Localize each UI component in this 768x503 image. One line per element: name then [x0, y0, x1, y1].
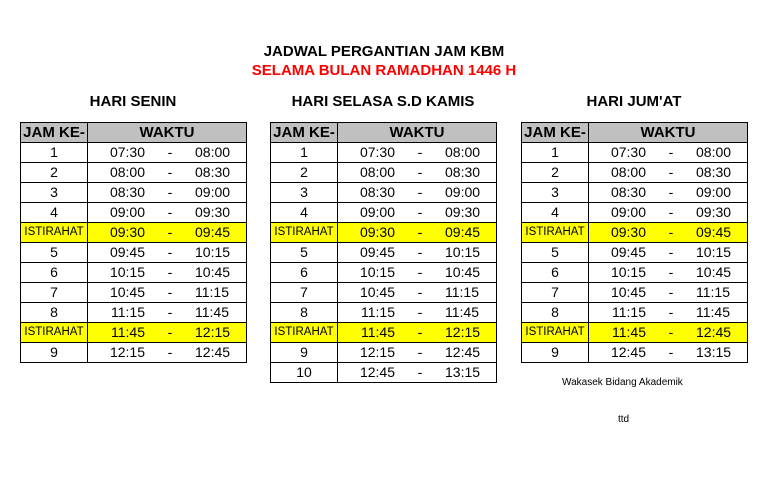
time-separator: - — [167, 244, 173, 260]
table-row — [522, 263, 748, 283]
waktu-cell — [338, 343, 497, 363]
end-time: 09:00 — [195, 184, 231, 200]
start-time: 12:45 — [359, 364, 395, 380]
end-time: 10:15 — [195, 244, 231, 260]
document-subtitle: SELAMA BULAN RAMADHAN 1446 H — [251, 62, 517, 79]
jam-cell: 4 — [21, 203, 88, 223]
end-time: 08:30 — [696, 164, 732, 180]
table-row — [522, 203, 748, 223]
jam-cell: 3 — [21, 183, 88, 203]
start-time: 11:15 — [111, 304, 145, 320]
time-separator: - — [417, 144, 423, 160]
time-separator: - — [167, 284, 173, 300]
start-time: 09:45 — [359, 244, 395, 260]
end-time: 08:00 — [696, 144, 732, 160]
table-row — [271, 243, 497, 263]
end-time: 09:30 — [696, 204, 732, 220]
start-time: 08:00 — [359, 164, 395, 180]
waktu-cell — [589, 183, 748, 203]
jam-cell: 5 — [522, 243, 589, 263]
table-row — [522, 343, 748, 363]
table-row — [271, 343, 497, 363]
table-row — [522, 243, 748, 263]
end-time: 11:15 — [195, 284, 229, 300]
waktu-cell — [589, 243, 748, 263]
start-time: 10:15 — [109, 264, 145, 280]
waktu-cell — [88, 223, 247, 243]
start-time: 11:45 — [111, 324, 145, 340]
end-time: 08:00 — [195, 144, 231, 160]
document-title: JADWAL PERGANTIAN JAM KBM — [263, 43, 505, 60]
waktu-cell — [589, 303, 748, 323]
time-separator: - — [167, 304, 173, 320]
waktu-cell — [338, 363, 497, 383]
break-row — [21, 323, 247, 343]
time-separator: - — [668, 204, 674, 220]
table-row — [271, 263, 497, 283]
start-time: 07:30 — [359, 144, 395, 160]
jam-cell: ISTIRAHAT — [271, 323, 338, 343]
waktu-cell — [88, 163, 247, 183]
jam-cell: 1 — [522, 143, 589, 163]
time-separator: - — [668, 304, 674, 320]
start-time: 09:45 — [109, 244, 145, 260]
jam-cell: 8 — [522, 303, 589, 323]
jam-cell: ISTIRAHAT — [522, 323, 589, 343]
time-separator: - — [417, 164, 423, 180]
start-time: 10:45 — [359, 284, 395, 300]
start-time: 09:30 — [109, 224, 145, 240]
column-header-jam: JAM KE- — [522, 123, 589, 143]
table-row — [21, 263, 247, 283]
end-time: 10:15 — [445, 244, 481, 260]
start-time: 12:15 — [359, 344, 395, 360]
break-row — [522, 323, 748, 343]
signature-role: Wakasek Bidang Akademik — [562, 377, 683, 388]
column-header-waktu: WAKTU — [589, 123, 748, 143]
end-time: 10:45 — [696, 264, 732, 280]
start-time: 12:15 — [109, 344, 145, 360]
break-row — [21, 223, 247, 243]
time-separator: - — [668, 144, 674, 160]
end-time: 09:45 — [195, 224, 231, 240]
time-separator: - — [668, 244, 674, 260]
start-time: 09:45 — [610, 244, 646, 260]
jam-cell: 6 — [21, 263, 88, 283]
waktu-cell — [589, 163, 748, 183]
end-time: 12:45 — [696, 324, 732, 340]
jam-cell: 4 — [271, 203, 338, 223]
table-header-row — [271, 123, 497, 143]
waktu-cell — [88, 183, 247, 203]
jam-cell: ISTIRAHAT — [21, 323, 88, 343]
table-row — [271, 163, 497, 183]
time-separator: - — [417, 264, 423, 280]
start-time: 11:45 — [361, 324, 395, 340]
table-row — [271, 283, 497, 303]
waktu-cell — [338, 203, 497, 223]
table-row — [271, 303, 497, 323]
time-separator: - — [167, 204, 173, 220]
start-time: 11:45 — [612, 324, 646, 340]
start-time: 10:45 — [610, 284, 646, 300]
time-separator: - — [417, 204, 423, 220]
waktu-cell — [338, 243, 497, 263]
waktu-cell — [589, 223, 748, 243]
waktu-cell — [338, 223, 497, 243]
start-time: 12:45 — [610, 344, 646, 360]
signature-ttd: ttd — [618, 414, 630, 425]
waktu-cell — [88, 143, 247, 163]
start-time: 08:30 — [109, 184, 145, 200]
column-header-jam: JAM KE- — [21, 123, 88, 143]
table-header-row — [21, 123, 247, 143]
jam-cell: 5 — [271, 243, 338, 263]
table-row — [21, 183, 247, 203]
waktu-cell — [88, 343, 247, 363]
waktu-cell — [88, 203, 247, 223]
end-time: 10:45 — [195, 264, 231, 280]
end-time: 12:45 — [445, 344, 481, 360]
time-separator: - — [167, 144, 173, 160]
time-separator: - — [668, 284, 674, 300]
break-row — [271, 323, 497, 343]
time-separator: - — [167, 324, 173, 340]
jam-cell: 1 — [21, 143, 88, 163]
jam-cell: 5 — [21, 243, 88, 263]
time-separator: - — [167, 224, 173, 240]
time-separator: - — [417, 324, 423, 340]
jam-cell: 8 — [271, 303, 338, 323]
waktu-cell — [589, 343, 748, 363]
time-separator: - — [167, 184, 173, 200]
waktu-cell — [338, 323, 497, 343]
end-time: 12:15 — [195, 324, 231, 340]
waktu-cell — [88, 283, 247, 303]
table-row — [21, 203, 247, 223]
start-time: 08:00 — [109, 164, 145, 180]
waktu-cell — [88, 263, 247, 283]
time-separator: - — [668, 224, 674, 240]
schedule-table-jumat — [521, 122, 748, 363]
table-row — [21, 163, 247, 183]
end-time: 09:00 — [445, 184, 481, 200]
jam-cell: ISTIRAHAT — [21, 223, 88, 243]
start-time: 09:30 — [610, 224, 646, 240]
start-time: 10:15 — [610, 264, 646, 280]
end-time: 10:45 — [445, 264, 481, 280]
waktu-cell — [338, 263, 497, 283]
time-separator: - — [417, 304, 423, 320]
waktu-cell — [589, 263, 748, 283]
time-separator: - — [668, 344, 674, 360]
time-separator: - — [167, 164, 173, 180]
table-row — [21, 303, 247, 323]
waktu-cell — [589, 323, 748, 343]
time-separator: - — [668, 184, 674, 200]
time-separator: - — [167, 344, 173, 360]
waktu-cell — [589, 203, 748, 223]
jam-cell: 3 — [522, 183, 589, 203]
table-row — [522, 303, 748, 323]
waktu-cell — [338, 143, 497, 163]
table-row — [21, 343, 247, 363]
start-time: 10:45 — [109, 284, 145, 300]
start-time: 11:15 — [361, 304, 395, 320]
jam-cell: 3 — [271, 183, 338, 203]
jam-cell: 7 — [271, 283, 338, 303]
jam-cell: 6 — [522, 263, 589, 283]
time-separator: - — [668, 264, 674, 280]
table-row — [271, 203, 497, 223]
start-time: 07:30 — [109, 144, 145, 160]
column-header-jam: JAM KE- — [271, 123, 338, 143]
schedule-table-senin — [20, 122, 247, 363]
end-time: 11:15 — [445, 284, 479, 300]
end-time: 08:30 — [445, 164, 481, 180]
jam-cell: ISTIRAHAT — [271, 223, 338, 243]
start-time: 09:00 — [610, 204, 646, 220]
jam-cell: 9 — [522, 343, 589, 363]
day-heading-senin: HARI SENIN — [89, 93, 177, 110]
time-separator: - — [417, 364, 423, 380]
waktu-cell — [589, 283, 748, 303]
table-row — [522, 183, 748, 203]
jam-cell: 2 — [21, 163, 88, 183]
jam-cell: 4 — [522, 203, 589, 223]
start-time: 09:00 — [359, 204, 395, 220]
jam-cell: ISTIRAHAT — [522, 223, 589, 243]
waktu-cell — [88, 303, 247, 323]
break-row — [522, 223, 748, 243]
end-time: 11:45 — [195, 304, 229, 320]
end-time: 12:15 — [445, 324, 481, 340]
time-separator: - — [417, 244, 423, 260]
time-separator: - — [668, 324, 674, 340]
day-heading-selasa-kamis: HARI SELASA S.D KAMIS — [291, 93, 475, 110]
jam-cell: 10 — [271, 363, 338, 383]
end-time: 09:30 — [195, 204, 231, 220]
jam-cell: 9 — [21, 343, 88, 363]
end-time: 08:30 — [195, 164, 231, 180]
jam-cell: 6 — [271, 263, 338, 283]
jam-cell: 9 — [271, 343, 338, 363]
time-separator: - — [417, 184, 423, 200]
table-row — [21, 143, 247, 163]
jam-cell: 7 — [522, 283, 589, 303]
jam-cell: 7 — [21, 283, 88, 303]
start-time: 07:30 — [610, 144, 646, 160]
waktu-cell — [88, 323, 247, 343]
time-separator: - — [417, 344, 423, 360]
end-time: 11:15 — [696, 284, 730, 300]
end-time: 12:45 — [195, 344, 231, 360]
break-row — [271, 223, 497, 243]
start-time: 08:30 — [359, 184, 395, 200]
start-time: 08:00 — [610, 164, 646, 180]
table-row — [21, 243, 247, 263]
end-time: 10:15 — [696, 244, 732, 260]
table-row — [522, 163, 748, 183]
column-header-waktu: WAKTU — [338, 123, 497, 143]
jam-cell: 1 — [271, 143, 338, 163]
start-time: 10:15 — [359, 264, 395, 280]
waktu-cell — [88, 243, 247, 263]
start-time: 11:15 — [612, 304, 646, 320]
jam-cell: 2 — [271, 163, 338, 183]
table-row — [522, 283, 748, 303]
start-time: 09:00 — [109, 204, 145, 220]
table-header-row — [522, 123, 748, 143]
waktu-cell — [338, 183, 497, 203]
column-header-waktu: WAKTU — [88, 123, 247, 143]
waktu-cell — [589, 143, 748, 163]
end-time: 13:15 — [445, 364, 481, 380]
table-row — [522, 143, 748, 163]
time-separator: - — [668, 164, 674, 180]
end-time: 09:45 — [696, 224, 732, 240]
table-row — [271, 183, 497, 203]
end-time: 08:00 — [445, 144, 481, 160]
table-row — [271, 143, 497, 163]
time-separator: - — [167, 264, 173, 280]
end-time: 09:00 — [696, 184, 732, 200]
table-row — [21, 283, 247, 303]
time-separator: - — [417, 284, 423, 300]
waktu-cell — [338, 283, 497, 303]
end-time: 11:45 — [445, 304, 479, 320]
end-time: 13:15 — [696, 344, 732, 360]
end-time: 09:45 — [445, 224, 481, 240]
schedule-table-selasa-kamis — [270, 122, 497, 383]
table-row — [271, 363, 497, 383]
jam-cell: 8 — [21, 303, 88, 323]
day-heading-jumat: HARI JUM'AT — [586, 93, 682, 110]
start-time: 09:30 — [359, 224, 395, 240]
time-separator: - — [417, 224, 423, 240]
jam-cell: 2 — [522, 163, 589, 183]
waktu-cell — [338, 163, 497, 183]
waktu-cell — [338, 303, 497, 323]
end-time: 11:45 — [696, 304, 730, 320]
start-time: 08:30 — [610, 184, 646, 200]
end-time: 09:30 — [445, 204, 481, 220]
